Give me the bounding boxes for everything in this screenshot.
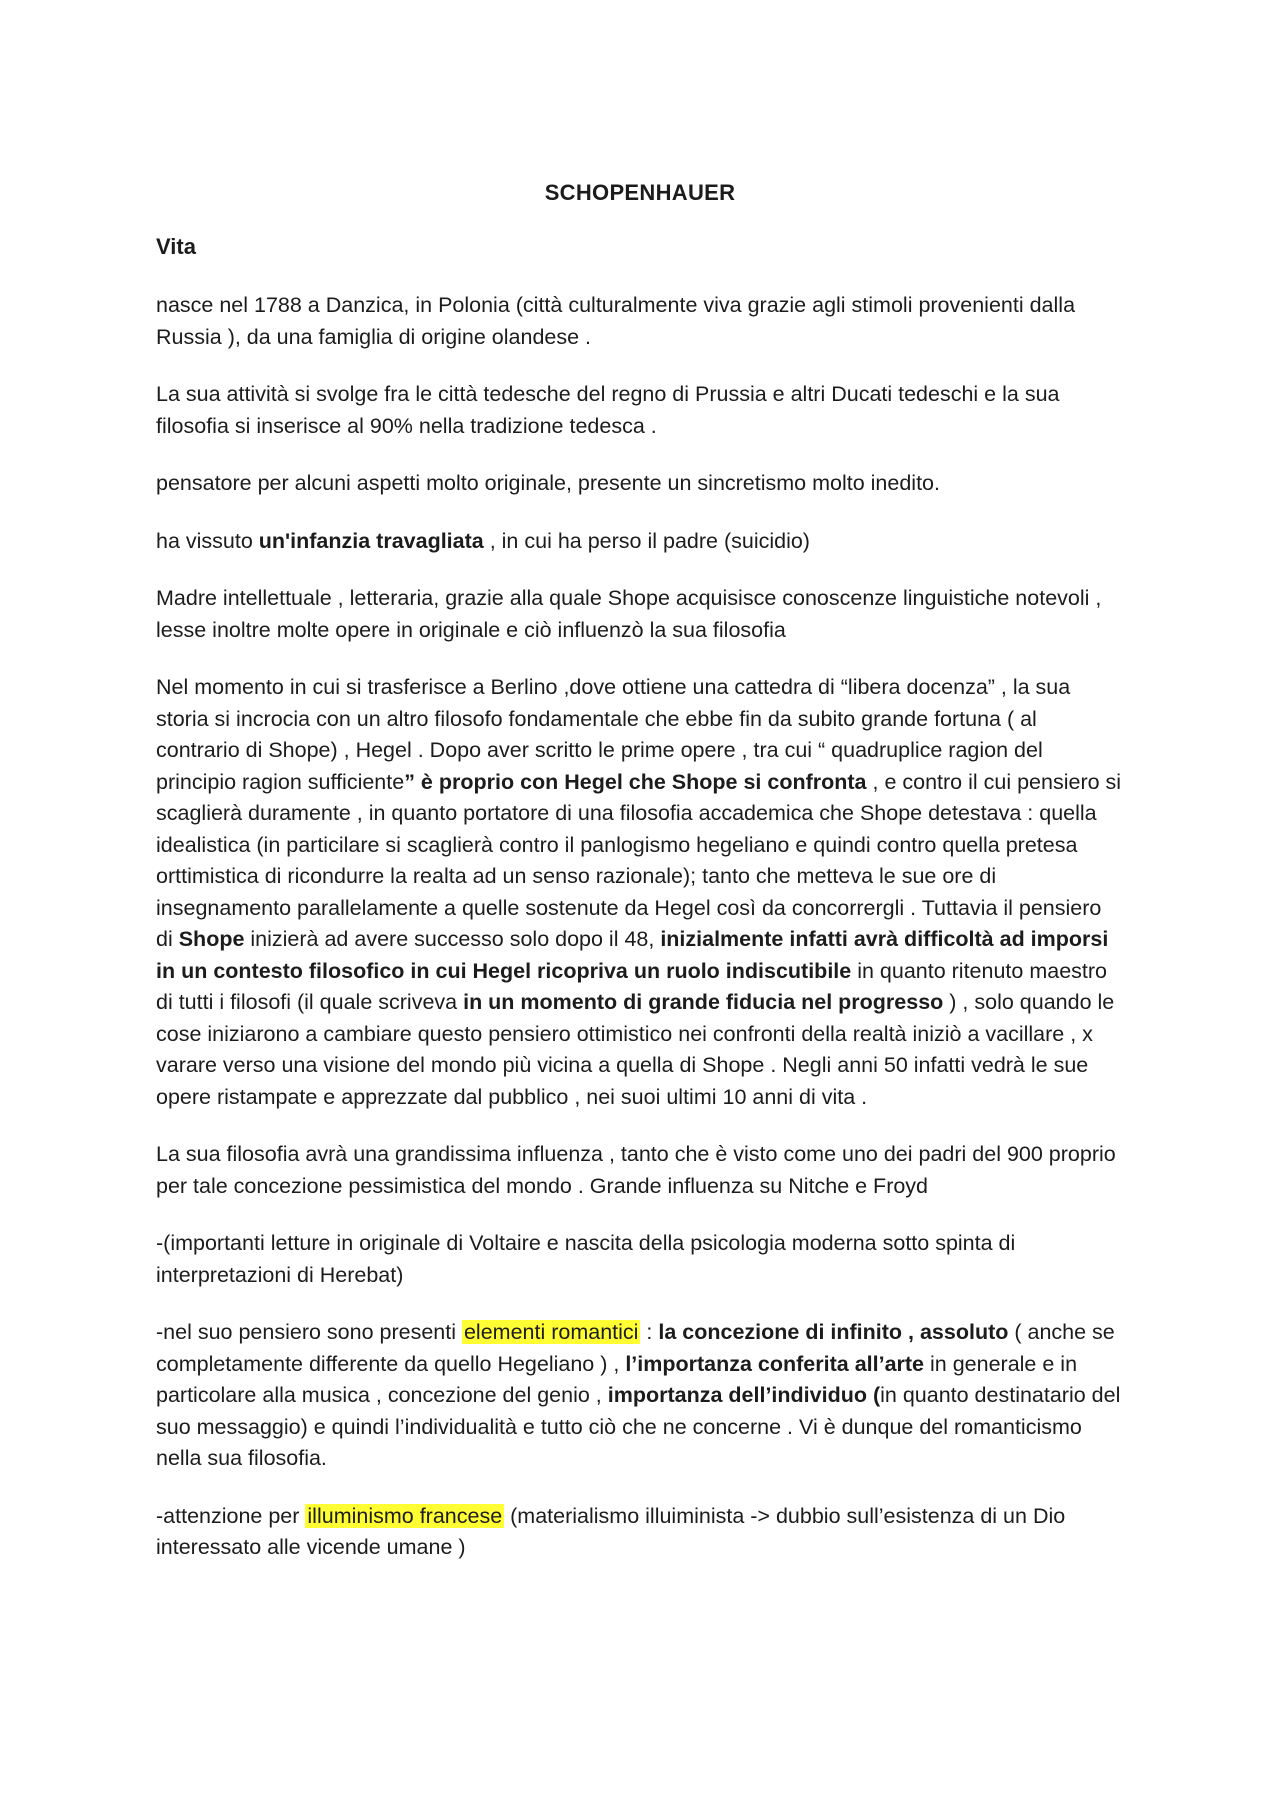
- text-span: in quanto destinatario del suo messaggio) e quindi l’individualità e tutto ciò che ne concerne . Vi è dunque del romanticismo nella sua filosofia.: [156, 1383, 1121, 1470]
- text-span: -attenzione per: [156, 1503, 306, 1528]
- paragraph-readings: [156, 1228, 1124, 1291]
- bold-text: inizialmente infatti avrà difficoltà ad imporsi in un contesto filosofico in cui Hegel ricopriva un ruolo indiscutibile: [156, 927, 1109, 983]
- document-title: SCHOPENHAUER: [544, 180, 736, 205]
- paragraph-mother: [156, 583, 1124, 646]
- text-span: :: [640, 1320, 659, 1344]
- paragraph-enlightenment: [156, 1501, 1124, 1564]
- bold-text: Shope: [178, 927, 245, 951]
- text-span: inizierà ad avere successo solo dopo il 48,: [244, 927, 661, 951]
- paragraph-text: nasce nel 1788 a Danzica, in Polonia (città culturalmente viva grazie agli stimoli provenienti dalla Russia ), da una famiglia di origine olandese .: [156, 293, 1076, 349]
- text-span: , e contro il cui pensiero si scaglierà duramente , in quanto portatore di una filosofia accademica che Shope detestava : quella idealistica (in particilare si scaglierà contro il panlogismo hegeliano e quindi contro quella pretesa orttimistica di ricondurre la realta ad un senso razionale); tanto che metteva le sue ore di insegnamento parallelamente a quelle sostenute da Hegel così da concorrergli . Tuttavia il pensiero di: [156, 769, 1122, 951]
- bold-text: un'infanzia travagliata: [258, 528, 484, 553]
- paragraph-text: La sua filosofia avrà una grandissima influenza , tanto che è visto come uno dei padri del 900 proprio per tale concezione pessimistica del mondo . Grande influenza su Nitche e Froyd: [156, 1142, 1116, 1198]
- text-span: ha vissuto: [156, 528, 259, 553]
- highlighted-text: elementi romantici: [463, 1320, 639, 1344]
- bold-text: ” è proprio con Hegel che Shope si confronta: [404, 769, 867, 794]
- text-span: in quanto ritenuto maestro di tutti i filosofi (il quale scriveva: [156, 958, 1107, 1014]
- highlighted-text: illuminismo francese: [307, 1503, 503, 1528]
- bold-text: in un momento di grande fiducia nel progresso: [463, 990, 944, 1014]
- paragraph-text: pensatore per alcuni aspetti molto originale, presente un sincretismo molto inedito.: [156, 471, 940, 495]
- text-span: in generale e in particolare alla musica , concezione del genio ,: [156, 1351, 1078, 1407]
- paragraph-romantic-elements: [156, 1317, 1124, 1475]
- paragraph-text: Madre intellettuale , letteraria, grazie alla quale Shope acquisisce conoscenze linguistiche notevoli , lesse inoltre molte opere in originale e ciò influenzò la sua filosofia: [156, 586, 1102, 642]
- bold-text: la concezione di infinito , assoluto: [658, 1320, 1009, 1344]
- text-span: -nel suo pensiero sono presenti: [156, 1320, 462, 1344]
- bold-text: l’importanza conferita all’arte: [625, 1351, 925, 1376]
- text-span: ( anche se completamente differente da quello Hegeliano ) ,: [156, 1320, 1115, 1376]
- paragraph-berlin-hegel: [156, 672, 1124, 1113]
- paragraph-text: La sua attività si svolge fra le città tedesche del regno di Prussia e altri Ducati tedeschi e la sua filosofia si inserisce al 90% nella tradizione tedesca .: [156, 382, 1060, 438]
- text-span: ) , solo quando le cose iniziarono a cambiare questo pensiero ottimistico nei confronti della realtà iniziò a vacillare , x varare verso una visione del mondo più vicina a quella di Shope . Negli anni 50 infatti vedrà le sue opere ristampate e apprezzate dal pubblico , nei suoi ultimi 10 anni di vita .: [156, 990, 1115, 1109]
- text-span: (materialismo illuiminista -> dubbio sull’esistenza di un Dio interessato alle vicende umane ): [156, 1503, 1066, 1559]
- text-span: , in cui ha perso il padre (suicidio): [483, 528, 810, 553]
- section-heading-vita: Vita: [156, 234, 196, 259]
- paragraph-activity: [156, 379, 1124, 442]
- paragraph-influence: [156, 1139, 1124, 1202]
- paragraph-text: -(importanti letture in originale di Voltaire e nascita della psicologia moderna sotto spinta di interpretazioni di Herebat): [156, 1231, 1016, 1287]
- text-span: Nel momento in cui si trasferisce a Berlino ,dove ottiene una cattedra di “libera docenza” , la sua storia si incrocia con un altro filosofo fondamentale che ebbe fin da subito grande fortuna ( al contrario di Shope) , Hegel . Dopo aver scritto le prime opere , tra cui “ quadruplice ragion del principio ragion sufficiente: [156, 675, 1071, 794]
- paragraph-thinker: [156, 468, 1124, 500]
- paragraph-birth: [156, 290, 1124, 353]
- paragraph-childhood: [156, 526, 1124, 558]
- bold-text: importanza dell’individuo (: [607, 1383, 881, 1407]
